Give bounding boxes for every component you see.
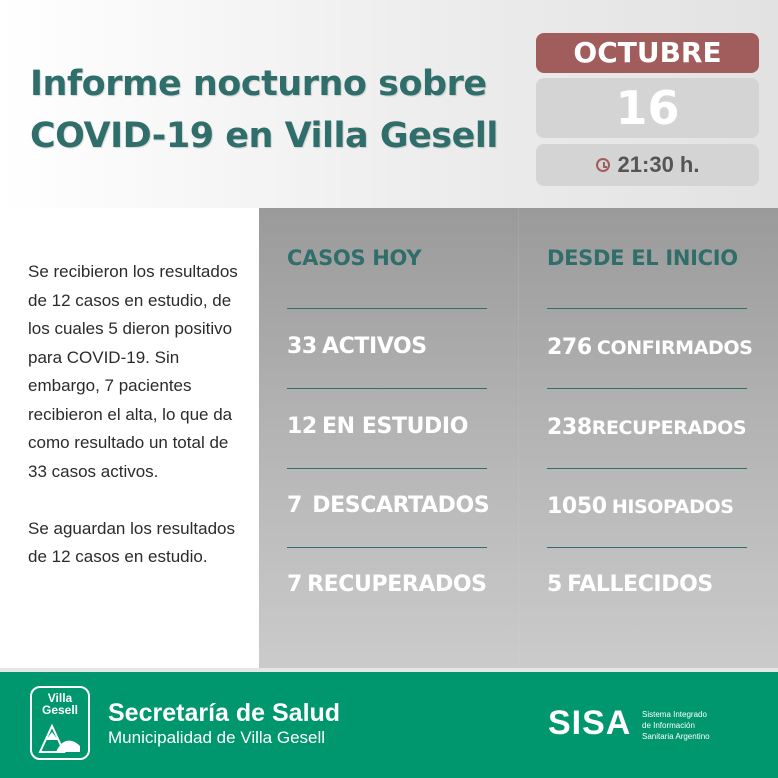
title-line-1: Informe nocturno sobre [30,64,487,104]
summary-paragraph-1: Se recibieron los resultados de 12 casos en estudio, de los cuales 5 dieron positivo para COVID-19. Sin embargo, 7 pacientes recibieron el alta, lo que da como resultado un total de 33 casos activos. [28,262,238,481]
stat-total-fallecidos [547,572,713,597]
stats-panel [259,208,778,668]
sisa-desc-line-1: Sistema Integrado [642,710,707,719]
stat-label: DESCARTADOS [312,493,490,518]
stat-number: 7 [287,493,302,518]
page-title [30,58,520,162]
column-divider [518,208,519,668]
logo-text [32,692,88,716]
stat-number: 276 [547,335,592,360]
stat-today-recuperados [287,572,487,597]
stat-total-hisopados [547,494,734,519]
date-day-badge: 16 [536,78,759,138]
sisa-logo: SISA [548,704,632,742]
summary-text [28,258,250,572]
heading-casos-hoy: CASOS HOY [287,246,422,270]
divider [287,388,487,389]
org-title: Secretaría de Salud [108,699,341,727]
sisa-description [642,709,752,742]
title-line-2: COVID-19 en Villa Gesell [30,116,498,156]
stat-today-descartados [287,493,489,518]
stat-today-en-estudio [287,414,468,439]
divider [287,308,487,309]
stat-total-confirmados [547,335,752,360]
stat-label: RECUPERADOS [307,572,487,597]
divider [547,388,747,389]
stat-total-recuperados [547,415,746,440]
stat-label: HISOPADOS [611,496,734,518]
stat-today-activos [287,334,427,359]
time-badge [536,144,759,186]
logo-trees-icon [38,718,82,754]
divider [547,468,747,469]
stat-number: 238 [547,415,592,440]
logo-text-line-1: Villa [47,691,73,705]
time-text: 21:30 h. [617,152,700,177]
sisa-desc-line-2: de Información [642,721,695,730]
clock-icon [596,158,610,172]
logo-text-line-2: Gesell [41,703,79,717]
date-month-badge: OCTUBRE [536,33,759,73]
divider [287,547,487,548]
org-subtitle: Municipalidad de Villa Gesell [108,728,326,747]
stat-label: EN ESTUDIO [322,414,468,439]
stat-number: 7 [287,572,302,597]
sisa-desc-line-3: Sanitaria Argentino [642,732,710,741]
stat-label: CONFIRMADOS [596,337,753,359]
stat-label: ACTIVOS [322,334,427,359]
divider [547,547,747,548]
stat-label: RECUPERADOS [591,417,747,439]
divider [547,308,747,309]
divider [287,468,487,469]
heading-desde-el-inicio: DESDE EL INICIO [547,246,738,270]
stat-number: 1050 [547,494,607,519]
stat-number: 5 [547,572,562,597]
summary-paragraph-2: Se aguardan los resultados de 12 casos en estudio. [28,518,235,566]
stat-number: 33 [287,334,317,359]
villa-gesell-logo [30,686,90,760]
stat-label: FALLECIDOS [567,572,713,597]
stat-number: 12 [287,414,317,439]
